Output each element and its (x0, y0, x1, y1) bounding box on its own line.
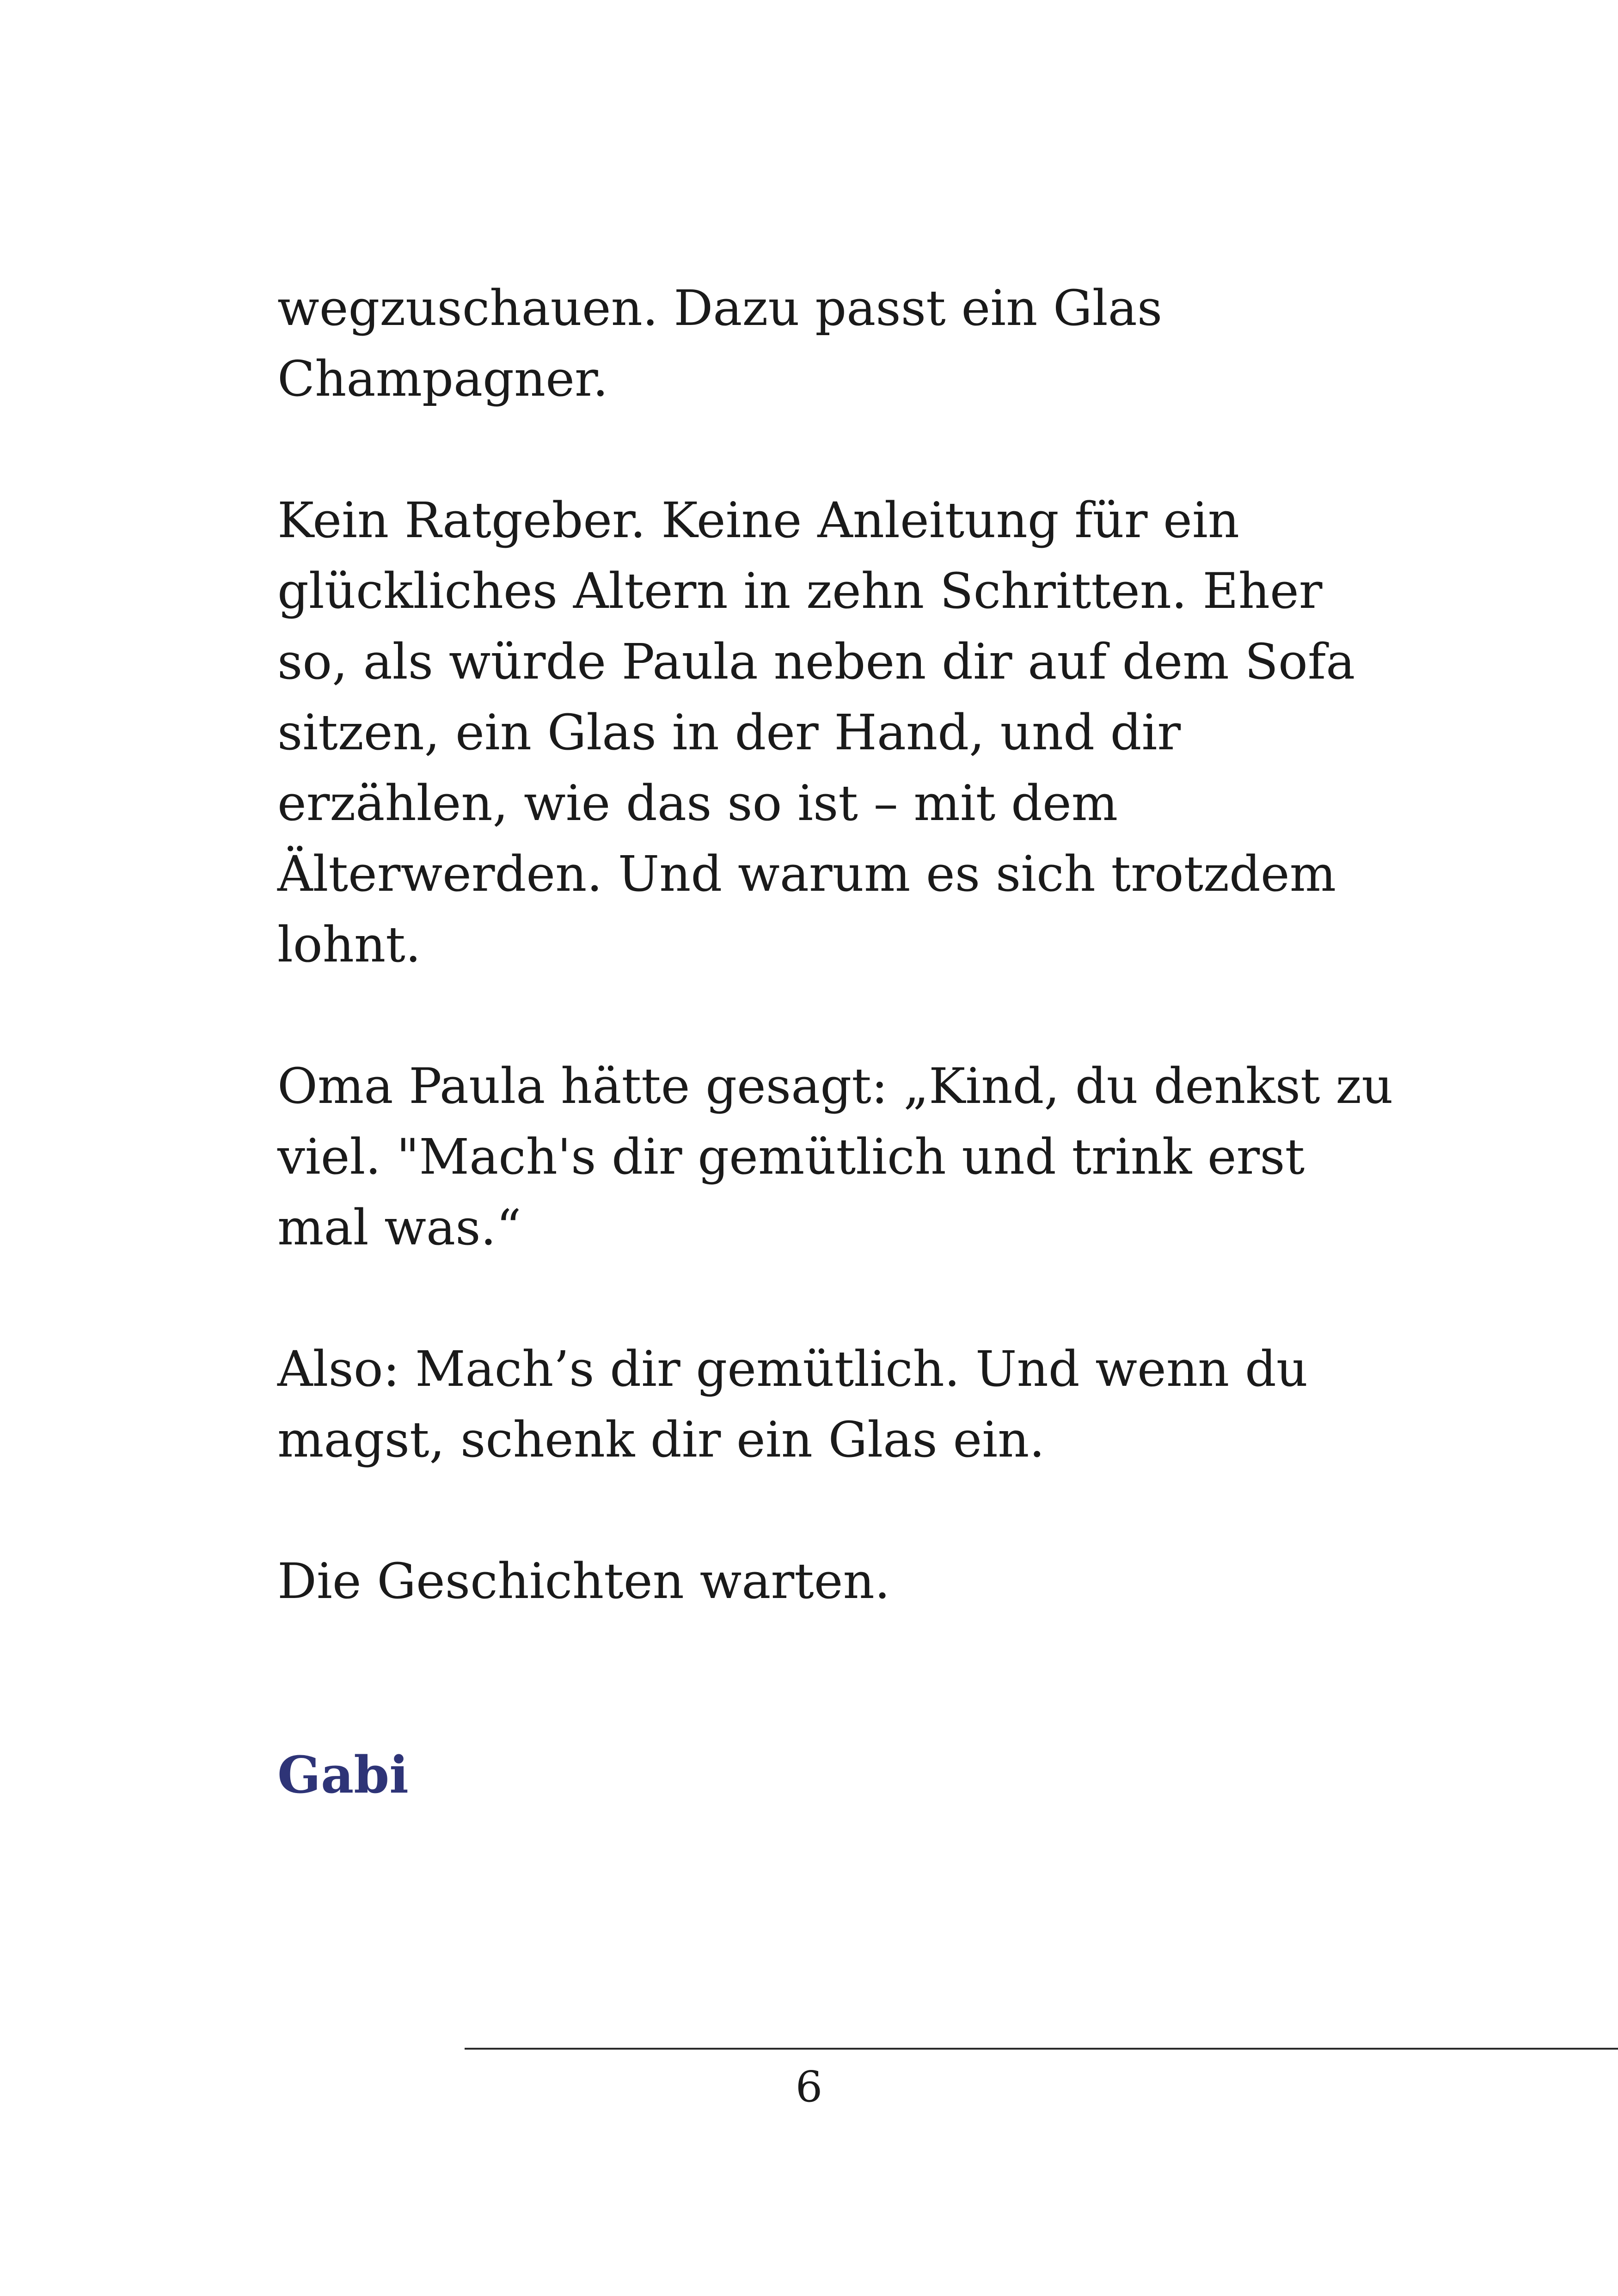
text-line: magst, schenk dir ein Glas ein. (277, 1411, 1045, 1468)
paragraph-4 (277, 1334, 1387, 1475)
text-line: Kein Ratgeber. Keine Anleitung für ein (277, 492, 1240, 549)
text-line: Also: Mach’s dir gemütlich. Und wenn du (277, 1341, 1308, 1397)
text-line: so, als würde Paula neben dir auf dem Sofa (277, 633, 1355, 690)
author-signature: Gabi (277, 1745, 409, 1805)
text-line: mal was.“ (277, 1199, 521, 1256)
text-line: sitzen, ein Glas in der Hand, und dir (277, 704, 1181, 761)
text-line: Älterwerden. Und warum es sich trotzdem (277, 845, 1336, 902)
text-line: Die Geschichten warten. (277, 1553, 890, 1610)
paragraph-1 (277, 273, 1387, 414)
text-line: Champagner. (277, 350, 608, 407)
text-line: glückliches Altern in zehn Schritten. Eher (277, 563, 1323, 619)
text-line: Oma Paula hätte gesagt: „Kind, du denkst zu (277, 1058, 1393, 1114)
footer-divider (465, 2048, 1618, 2050)
text-line: wegzuschauen. Dazu passt ein Glas (277, 280, 1163, 337)
paragraph-3 (277, 1051, 1393, 1263)
body-text (277, 273, 1393, 1687)
text-line: viel. "Mach's dir gemütlich und trink erst (277, 1128, 1305, 1185)
paragraph-2 (277, 485, 1387, 980)
text-line: erzählen, wie das so ist – mit dem (277, 775, 1118, 832)
paragraph-5 (277, 1546, 1387, 1616)
page-number: 6 (795, 2062, 823, 2112)
text-line: lohnt. (277, 916, 421, 973)
